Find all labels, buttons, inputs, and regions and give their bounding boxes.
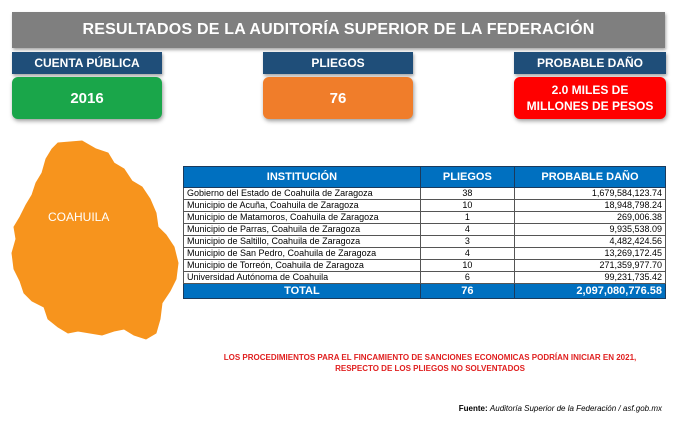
table-row	[184, 260, 666, 272]
cell-dano: 271,359,977.70	[514, 260, 665, 272]
procedure-note	[200, 352, 660, 374]
cuenta-publica-value: 2016	[12, 77, 162, 119]
table-row	[184, 200, 666, 212]
table-row	[184, 212, 666, 224]
pliegos-label: PLIEGOS	[263, 52, 413, 74]
note-line-1: LOS PROCEDIMIENTOS PARA EL FINCAMIENTO DE SANCIONES ECONOMICAS PODRÍAN INICIAR EN 2021,	[223, 353, 637, 362]
total-pliegos: 76	[420, 284, 514, 299]
cell-institucion: Municipio de Acuña, Coahuila de Zaragoza	[184, 200, 421, 212]
cell-institucion: Municipio de Saltillo, Coahuila de Zaragoza	[184, 236, 421, 248]
cuenta-publica-label: CUENTA PÚBLICA	[12, 52, 162, 74]
cell-dano: 18,948,798.24	[514, 200, 665, 212]
cell-pliegos: 1	[420, 212, 514, 224]
total-dano: 2,097,080,776.58	[514, 284, 665, 299]
cell-pliegos: 4	[420, 224, 514, 236]
probable-dano-label: PROBABLE DAÑO	[514, 52, 666, 74]
cell-dano: 269,006.38	[514, 212, 665, 224]
table-row	[184, 236, 666, 248]
pliegos-value: 76	[263, 77, 413, 119]
cell-institucion: Municipio de San Pedro, Coahuila de Zaragoza	[184, 248, 421, 260]
source-text: Auditoría Superior de la Federación / asf.gob.mx	[489, 404, 662, 413]
table-row	[184, 224, 666, 236]
map-label: COAHUILA	[48, 210, 110, 224]
cell-institucion: Municipio de Parras, Coahuila de Zaragoza	[184, 224, 421, 236]
cell-institucion: Municipio de Torreón, Coahuila de Zaragoza	[184, 260, 421, 272]
cell-dano: 13,269,172.45	[514, 248, 665, 260]
coahuila-map	[10, 135, 180, 340]
cell-dano: 1,679,584,123.74	[514, 188, 665, 200]
table-row	[184, 248, 666, 260]
cell-pliegos: 10	[420, 260, 514, 272]
table-row	[184, 272, 666, 284]
cell-pliegos: 38	[420, 188, 514, 200]
source-citation	[459, 404, 662, 413]
coahuila-shape	[12, 141, 178, 339]
note-line-2: RESPECTO DE LOS PLIEGOS NO SOLVENTADOS	[335, 364, 525, 373]
cell-dano: 99,231,735.42	[514, 272, 665, 284]
header-institucion: INSTITUCIÓN	[184, 167, 421, 188]
cell-institucion: Gobierno del Estado de Coahuila de Zaragoza	[184, 188, 421, 200]
header-pliegos: PLIEGOS	[420, 167, 514, 188]
cell-pliegos: 4	[420, 248, 514, 260]
results-table	[183, 166, 666, 299]
source-label: Fuente:	[458, 404, 488, 413]
page-title: RESULTADOS DE LA AUDITORÍA SUPERIOR DE LA FEDERACIÓN	[12, 12, 665, 48]
table-header-row	[184, 167, 666, 188]
cell-pliegos: 3	[420, 236, 514, 248]
cell-pliegos: 10	[420, 200, 514, 212]
total-label: TOTAL	[184, 284, 421, 299]
header-probable-dano: PROBABLE DAÑO	[514, 167, 665, 188]
cell-institucion: Municipio de Matamoros, Coahuila de Zaragoza	[184, 212, 421, 224]
cell-dano: 9,935,538.09	[514, 224, 665, 236]
cell-institucion: Universidad Autónoma de Coahuila	[184, 272, 421, 284]
table-total-row	[184, 284, 666, 299]
probable-dano-value: 2.0 MILES DE MILLONES DE PESOS	[514, 77, 666, 119]
cell-dano: 4,482,424.56	[514, 236, 665, 248]
table-row	[184, 188, 666, 200]
cell-pliegos: 6	[420, 272, 514, 284]
